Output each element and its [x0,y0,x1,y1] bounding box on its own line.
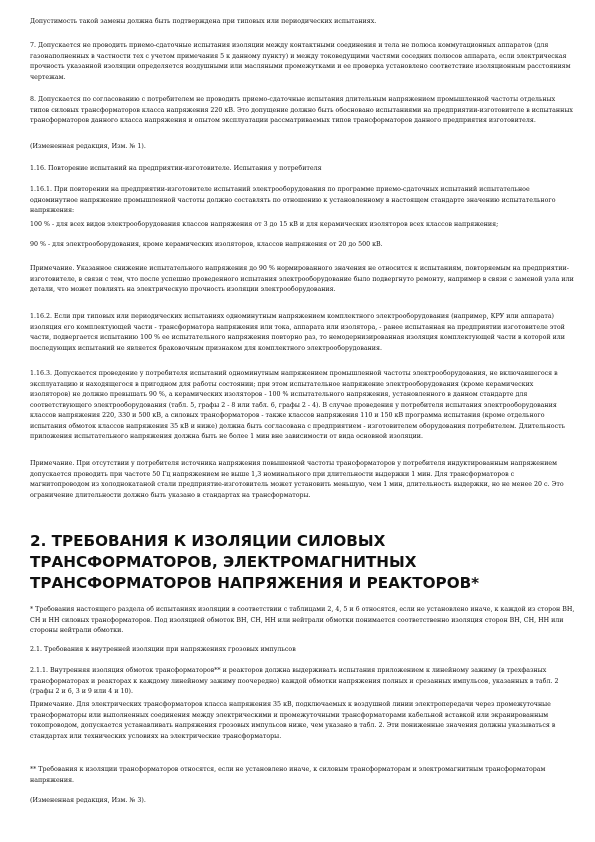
paragraph-remark-voltage-reduction: Примечание. Указанное снижение испытательного напряжения до 90 % нормированного значения не относится к испытаниям, повторяемым на предприятии-изготовителе, в связи с тем, что после успешно проведенного испытания электрооборудование было подвергнуто ремонту, например в связи с заменой узла или детали, что может повлиять на электрическую прочность изоляции электрооборудования. [30,265,574,293]
subsection-title-1-16: 1.16. Повторение испытаний на предприятии-изготовителе. Испытания у потребителя [30,165,322,172]
paragraph-footnote-section-2: * Требования настоящего раздела об испытаниях изоляции в соответствии с таблицами 2, 4, 5 и 6 относятся, если не установлено иначе, к каждой из сторон ВН, СН и НН силовых трансформаторов. Под изоляцией обмоток ВН, СН, НН или нейтрали обмотки понимается соответственно изоляция сторон ВН, СН, НН или стороны нейтрали обмотки. [30,606,575,634]
paragraph-note-7: 7. Допускается не проводить приемо-сдаточные испытания изоляции между контактными соединения и тела не полюса коммутационных аппаратов (для газонаполненных в частности тех с учетом примечания 5 к данному пункту) и между токоведущими частями соседних полюсов аппарата, если электрическая прочность указанной изоляции определяется воздушными или масляными промежутками и ее проверка установлено соответствие изоляционным расстояниям чертежам. [30,42,571,81]
paragraph-remark-35kv: Примечание. Для электрических трансформаторов класса напряжения 35 кВ, подключаемых к воздушной линии электропередачи через промежуточные трансформаторы или выполненных соединения между электрическими и промежуточными трансформаторами кабельной вставкой или экранированным токопроводом, допускается устанавливать напряжения грозовых импульсов ниже, чем указано в табл. 2. Эти пониженные значения должны указываться в стандартах или технических условиях на электрические трансформаторы. [30,701,556,740]
paragraph-footnote-transformers: ** Требования к изоляции трансформаторов относятся, если не установлено иначе, к силовым трансформаторам и электромагнитным трансформаторам напряжения. [30,766,546,784]
paragraph-1-16-3 [30,369,575,443]
paragraph-note-8: 8. Допускается по согласованию с потребителем не проводить приемо-сдаточные испытания длительным напряжением промышленной частоты отдельных типов силовых трансформаторов класса напряжения 220 кВ. Это допущение должно быть обосновано испытаниями на предприятии-изготовителе в испытанных трансформаторов данного класса напряжения и опытом эксплуатации рассматриваемых типов трансформаторов данного предприятия изготовителя. [30,96,573,124]
paragraph-1-16-1: 1.16.1. При повторении на предприятии-изготовителе испытаний электрооборудования по программе приемо-сдаточных испытаний испытательное одноминутное напряжение промышленной частоты должно составлять по отношению к установленному в настоящем стандарте значению испытательного напряжения: [30,186,556,214]
paragraph-substitution-note: Допустимость такой замены должна быть подтверждена при типовых или периодических испытаниях. [30,18,377,25]
paragraph-2-1-1: 2.1.1. Внутренняя изоляция обмоток трансформаторов** и реакторов должна выдерживать испытания приложением к линейному зажиму (в трехфазных трансформаторах и реакторах к каждому линейному зажиму поочередно) каждой обмотки напряжения полных и срезанных импульсов, указанных в табл. 2 (графы 2 и 6, 3 и 9 или 4 и 10). [30,667,559,695]
subsection-title-2-1: 2.1. Требования к внутренней изоляции при напряжениях грозовых импульсов [30,646,296,653]
section-heading-2: 2. ТРЕБОВАНИЯ К ИЗОЛЯЦИИ СИЛОВЫХ ТРАНСФОРМАТОРОВ, ЭЛЕКТРОМАГНИТНЫХ ТРАНСФОРМАТОРОВ НАПРЯЖЕНИЯ И РЕАКТОРОВ* [30,532,480,592]
paragraph-1-16-3-text: 1.16.3. Допускается проведение у потребителя испытаний одноминутным напряжением промышленной частоты электрооборудования, не включавшегося в эксплуатацию и находящегося в пригодном для работы состоянии; при этом испытательное напряжение электрооборудования (кроме керамических изоляторов) не должно превышать 90 %, а керамических изоляторов - 100 % испытательного напряжения, установленного в данном стандарте для соответствующего электрооборудования (табл. 5, графы 2 - 8 или табл. 6, графы 2 - 4). В случае проведения у потребителя испытания электрооборудования классов напряжения 220, 330 и 500 кВ, а силовых трансформаторов - также классов напряжения 110 и 150 кВ программа испытания (кроме отдельного испытания обмоток классов напряжения 35 кВ и ниже) должна быть согласована с предприятием - изготовителем оборудования потребителем. Длительность приложения испытательного напряжения должна быть не более 1 мин вне зависимости от вида основной изоляции. [30,370,566,440]
paragraph-remark-frequency: Примечание. При отсутствии у потребителя источника напряжения повышенной частоты трансформаторов у потребителя индуктированным напряжением допускается проводить при частоте 50 Гц напряжением не выше 1,3 номинального при длительности выдержки 1 мин. Для трансформаторов с магнитопроводом из холоднокатаной стали предприятие-изготовитель может установить меньшую, чем 1 мин, длительность выдержки, но не менее 20 с. Это ограничение длительности должно быть указано в стандартах на трансформаторы. [30,460,564,499]
list-item-100-percent: 100 % - для всех видов электрооборудования классов напряжения от 3 до 15 кВ и для керамических изоляторов всех классов напряжения; [30,221,499,228]
list-item-90-percent: 90 % - для электрооборудования, кроме керамических изоляторов, классов напряжения от 20 до 500 кВ. [30,241,383,248]
amendment-note: (Измененная редакция, Изм. № 1). [30,143,146,150]
amendment-note-3: (Измененная редакция, Изм. № 3). [30,797,146,804]
paragraph-1-16-2: 1.16.2. Если при типовых или периодических испытаниях одноминутным напряжением комплектного электрооборудования (например, КРУ или аппарата) изоляция его комплектующей части - трансформатора напряжения или тока, аппарата или изолятора, - ранее испытанная на предприятии изготовителе этой части, подвергается испытанию 100 % ее испытательного напряжения повторно раз, то немодернизированная изоляция комплектующей части в которой или последующих испытаний не является браковочным признаком для комплектного электрооборудования. [30,313,565,352]
